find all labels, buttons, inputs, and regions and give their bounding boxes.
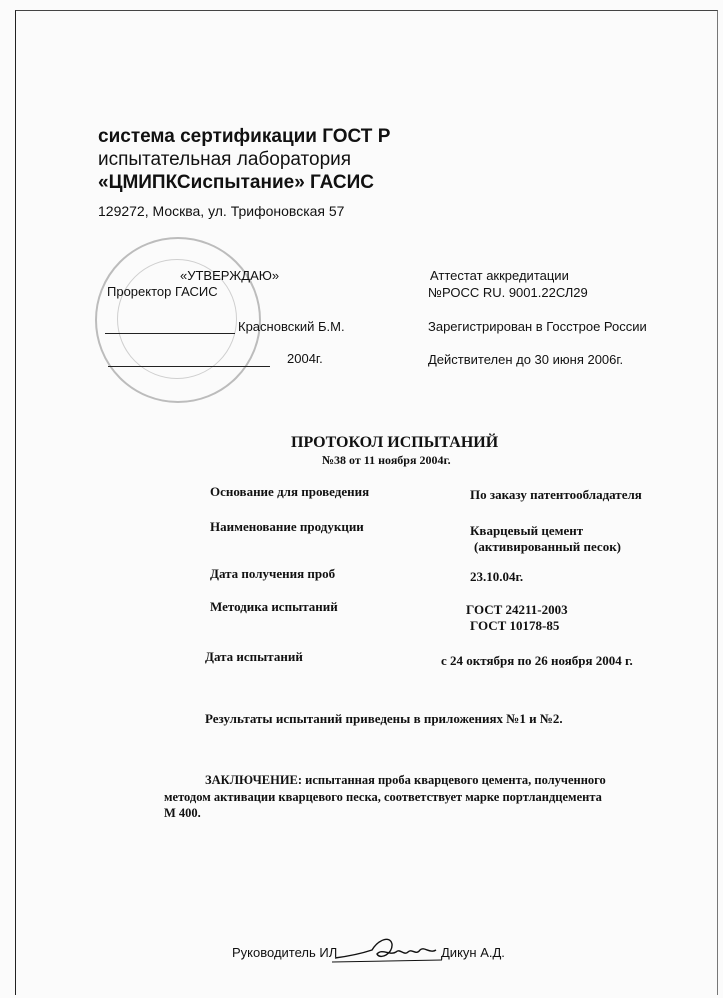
accreditation-valid: Действителен до 30 июня 2006г. — [428, 352, 624, 367]
footer-head: Руководитель ИЛ — [232, 945, 338, 960]
method-value-2: ГОСТ 10178-85 — [470, 618, 560, 633]
product-value-2: (активированный песок) — [474, 539, 622, 554]
date-received-value: 23.10.04г. — [470, 569, 524, 584]
date-test-value: с 24 октября по 26 ноября 2004 г. — [441, 653, 633, 668]
header-line-1: система сертификации ГОСТ Р — [98, 126, 391, 147]
approve-label: «УТВЕРЖДАЮ» — [180, 268, 280, 283]
date-received-label: Дата получения проб — [210, 566, 336, 581]
header-line-3: «ЦМИПКСиспытание» ГАСИС — [98, 172, 374, 193]
protocol-number: №38 от 11 ноября 2004г. — [322, 453, 451, 467]
footer-name: Дикун А.Д. — [441, 945, 505, 960]
basis-value: По заказу патентообладателя — [470, 487, 642, 502]
header-address: 129272, Москва, ул. Трифоновская 57 — [98, 203, 345, 219]
approve-position: Проректор ГАСИС — [107, 284, 218, 299]
approve-year: 2004г. — [287, 351, 323, 366]
method-value-1: ГОСТ 24211-2003 — [466, 602, 568, 617]
conclusion-line-3: М 400. — [164, 806, 201, 820]
approve-name: Красновский Б.М. — [238, 319, 345, 334]
date-line — [108, 366, 270, 367]
accreditation-registered: Зарегистрирован в Госстрое России — [428, 319, 647, 334]
product-label: Наименование продукции — [210, 519, 364, 534]
date-test-label: Дата испытаний — [205, 649, 303, 664]
protocol-title: ПРОТОКОЛ ИСПЫТАНИЙ — [291, 434, 499, 451]
signature-line — [105, 333, 235, 334]
method-label: Методика испытаний — [210, 599, 338, 614]
basis-label: Основание для проведения — [210, 484, 370, 499]
product-value-1: Кварцевый цемент — [470, 523, 584, 538]
accreditation-label: Аттестат аккредитации — [430, 268, 569, 283]
conclusion-line-2: методом активации кварцевого песка, соответствует марке портландцемента — [164, 790, 602, 804]
accreditation-number: №РОСС RU. 9001.22СЛ29 — [428, 285, 588, 300]
conclusion-line-1: ЗАКЛЮЧЕНИЕ: испытанная проба кварцевого цемента, полученного — [205, 773, 606, 787]
stamp-seal — [95, 237, 261, 403]
header-line-2: испытательная лаборатория — [98, 149, 352, 170]
results-text: Результаты испытаний приведены в приложениях №1 и №2. — [205, 711, 563, 726]
handwritten-signature — [330, 930, 445, 970]
